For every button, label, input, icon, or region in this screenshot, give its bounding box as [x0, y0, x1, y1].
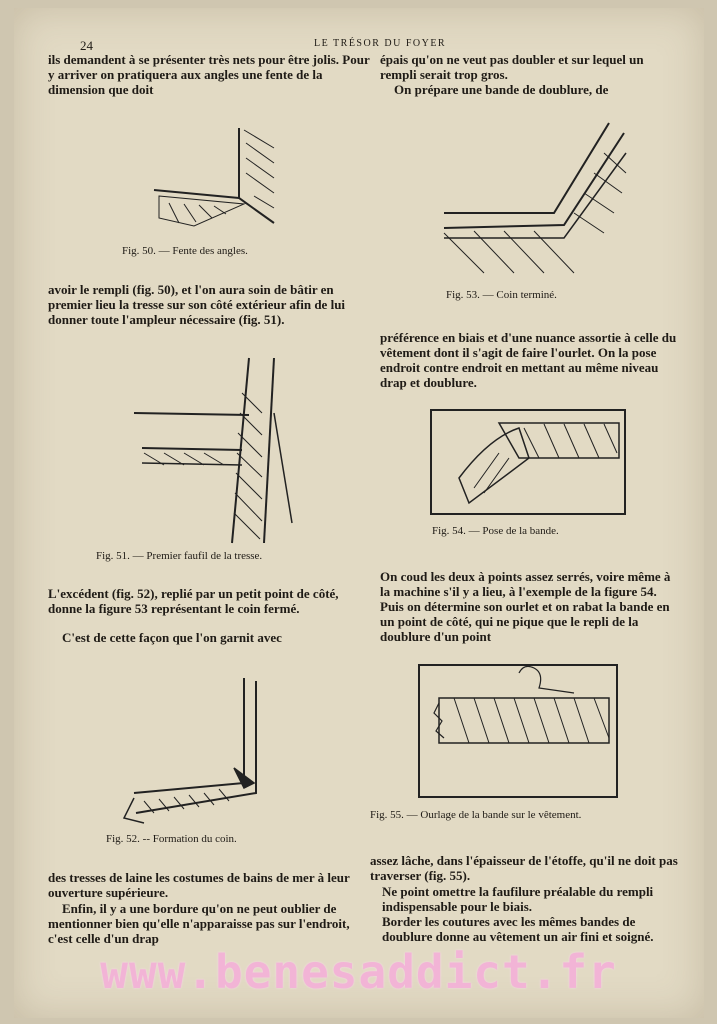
figure-53-illustration [434, 113, 634, 283]
caption-fig-52: Fig. 52. -- Formation du coin. [106, 833, 237, 845]
figure-55-illustration [414, 663, 624, 803]
caption-fig-54: Fig. 54. — Pose de la bande. [432, 525, 559, 537]
left-paragraph-2: avoir le rempli (fig. 50), et l'on aura soin de bâtir en premier lieu la tresse sur son côté extérieur afin de lui donner toute l'ampleur nécessaire (fig. 51). [48, 282, 346, 327]
left-paragraph-1: ils demandent à se présenter très nets pour être jolis. Pour y arriver on pratiquera aux angles une fente de la dimension que doit [48, 52, 370, 97]
figure-54-illustration [429, 408, 629, 518]
figure-52-illustration [114, 673, 294, 833]
figure-50-illustration [134, 118, 304, 248]
left-paragraph-3: L'excédent (fig. 52), replié par un petit point de côté, donne la figure 53 représentant le coin fermé. [48, 586, 339, 616]
left-paragraph-5: des tresses de laine les costumes de bains de mer à leur ouverture supérieure. [48, 870, 350, 900]
left-paragraph-6: Enfin, il y a une bordure qu'on ne peut oublier de mentionner bien qu'elle n'apparaisse pas sur l'endroit, c'est celle d'un drap [48, 901, 350, 946]
left-paragraph-4: C'est de cette façon que l'on garnit avec [62, 630, 282, 645]
figure-51-illustration [124, 353, 304, 553]
right-paragraph-5: assez lâche, dans l'épaisseur de l'étoffe, qu'il ne doit pas traverser (fig. 55). [370, 853, 678, 883]
right-paragraph-2: On prépare une bande de doublure, de [394, 82, 609, 97]
running-title: LE TRÉSOR DU FOYER [314, 38, 447, 49]
right-paragraph-1: épais qu'on ne veut pas doubler et sur lequel un rempli serait trop gros. [380, 52, 644, 82]
caption-fig-51: Fig. 51. — Premier faufil de la tresse. [96, 550, 263, 562]
page-number: 24 [80, 38, 93, 53]
watermark-url: www.benesaddict.fr [100, 945, 617, 999]
book-page [14, 8, 704, 1018]
caption-fig-55: Fig. 55. — Ourlage de la bande sur le vêtement. [370, 809, 582, 821]
caption-fig-53: Fig. 53. — Coin terminé. [446, 289, 557, 301]
right-paragraph-6: Ne point omettre la faufilure préalable du rempli indispensable pour le biais. [382, 884, 654, 914]
right-paragraph-3: préférence en biais et d'une nuance assortie à celle du vêtement dont il s'agit de faire l'ourlet. On la pose endroit contre endroit en mettant au même niveau drap et doublure. [380, 330, 677, 390]
right-paragraph-4: On coud les deux à points assez serrés, voire même à la machine s'il y a lieu, à l'exemple de la figure 54. Puis on détermine son ourlet et on rabat la bande en un point de côté, qui ne pique que le repli de la doublure d'un point [380, 569, 671, 644]
right-paragraph-7: Border les coutures avec les mêmes bandes de doublure donne au vêtement un air fini et soigné. [382, 914, 654, 944]
caption-fig-50: Fig. 50. — Fente des angles. [122, 245, 248, 257]
